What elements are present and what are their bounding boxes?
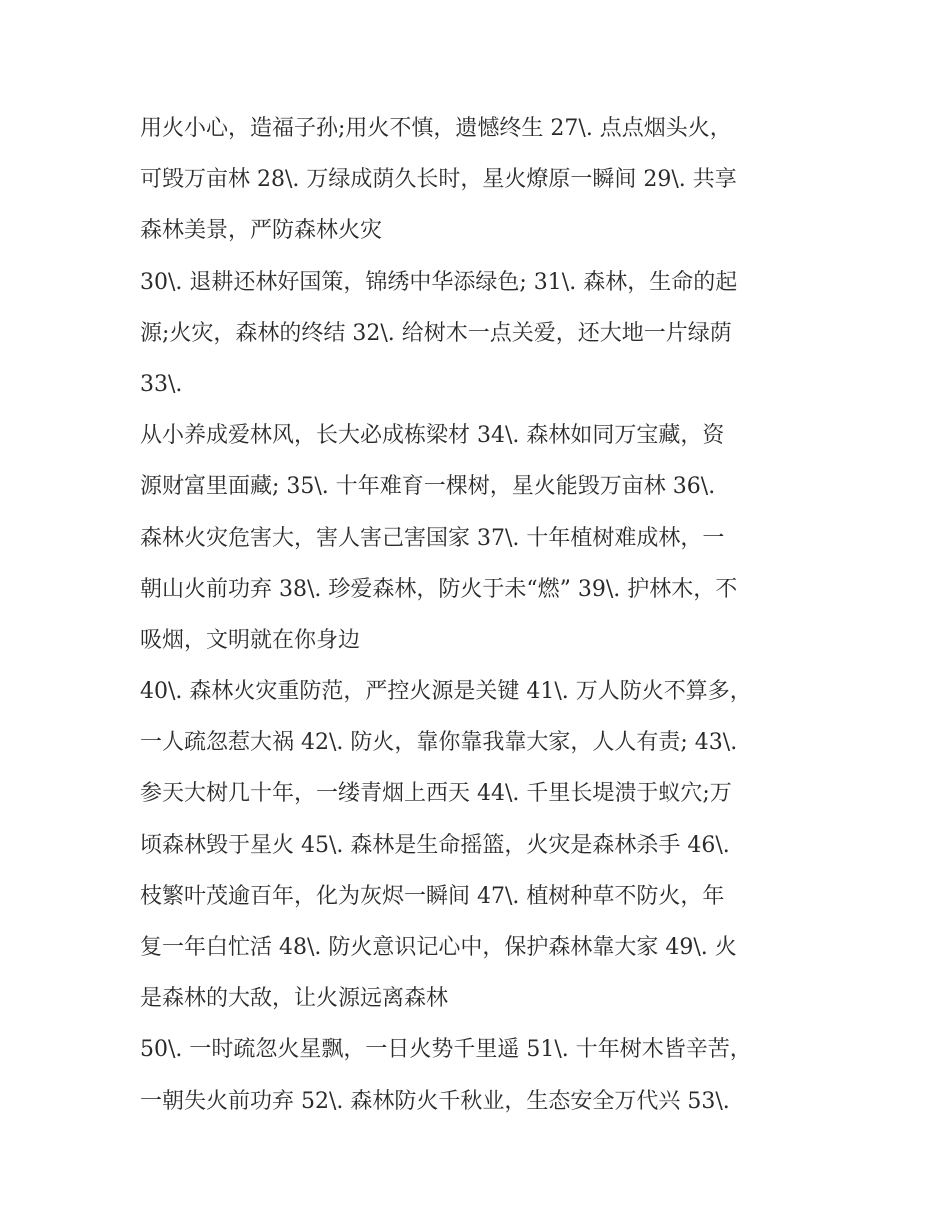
text-line: 朝山火前功弃 38\. 珍爱森林，防火于未“燃” 39\. 护林木，不 xyxy=(140,576,738,602)
text-line: 顷森林毁于星火 45\. 森林是生命摇篮，火灾是森林杀手 46\. xyxy=(140,832,730,858)
text-line: 森林火灾危害大，害人害己害国家 37\. 十年植树难成林，一 xyxy=(140,525,725,551)
text-line: 吸烟，文明就在你身边 xyxy=(140,627,361,653)
text-line: 枝繁叶茂逾百年，化为灰烬一瞬间 47\. 植树种草不防火，年 xyxy=(140,883,725,909)
text-line: 可毁万亩林 28\. 万绿成荫久长时，星火燎原一瞬间 29\. 共享 xyxy=(140,167,737,193)
text-line: 40\. 森林火灾重防范，严控火源是关键 41\. 万人防火不算多， xyxy=(140,679,752,705)
text-line: 50\. 一时疏忽火星飘，一日火势千里遥 51\. 十年树木皆辛苦， xyxy=(140,1037,752,1063)
text-line: 一人疏忽惹大祸 42\. 防火，靠你靠我靠大家，人人有责; 43\. xyxy=(140,730,738,756)
text-line: 30\. 退耕还林好国策，锦绣中华添绿色; 31\. 森林，生命的起 xyxy=(140,269,738,295)
body-text xyxy=(140,103,800,1127)
text-line: 复一年白忙活 48\. 防火意识记心中，保护森林靠大家 49\. 火 xyxy=(140,935,737,960)
text-line: 33\. xyxy=(140,371,183,397)
text-line: 用火小心，造福子孙;用火不慎，遗憾终生 27\. 点点烟头火， xyxy=(140,116,732,141)
text-line: 是森林的大敌，让火源远离森林 xyxy=(140,986,449,1012)
text-line: 一朝失火前功弃 52\. 森林防火千秋业，生态安全万代兴 53\. xyxy=(140,1088,730,1114)
text-line: 从小养成爱林风，长大必成栋梁材 34\. 森林如同万宝藏，资 xyxy=(140,423,725,449)
text-line: 源财富里面藏; 35\. 十年难育一棵树，星火能毁万亩林 36\. xyxy=(140,474,716,500)
text-line: 森林美景，严防森林火灾 xyxy=(140,218,383,244)
text-line: 源;火灾，森林的终结 32\. 给树木一点关爱，还大地一片绿荫 xyxy=(140,320,732,346)
text-line: 参天大树几十年，一缕青烟上西天 44\. 千里长堤溃于蚁穴;万 xyxy=(140,781,732,807)
